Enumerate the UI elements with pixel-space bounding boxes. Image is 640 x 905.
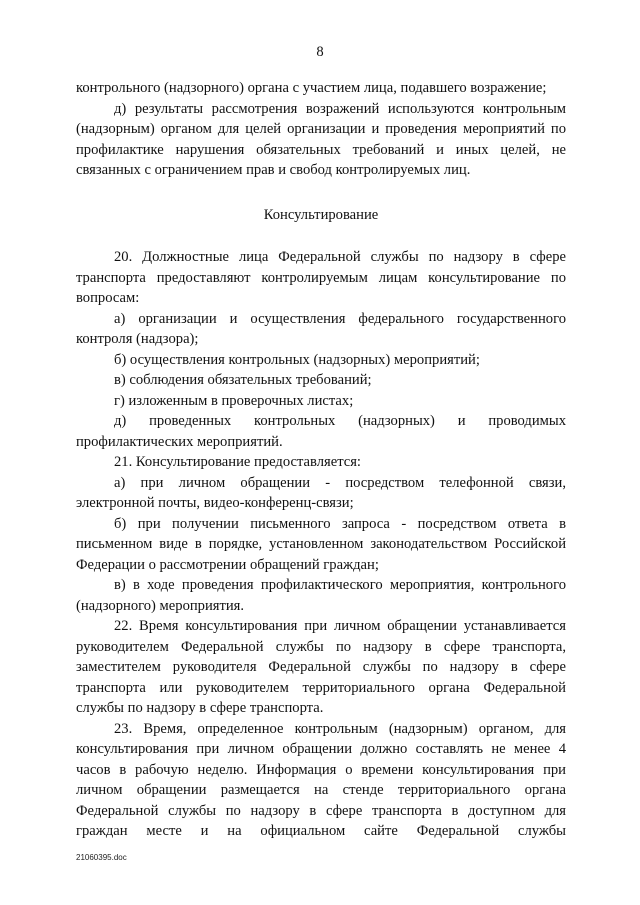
paragraph-item-d: д) результаты рассмотрения возражений используются контрольным (надзорным) органом для целей организации и проведения мероприятий по профилактике нарушения обязательных требований и иных целей, не связанных с ограничением прав и свобод контролируемых лиц. xyxy=(76,100,566,178)
paragraph-20-b: б) осуществления контрольных (надзорных) мероприятий; xyxy=(114,351,480,368)
paragraph-20: 20. Должностные лица Федеральной службы по надзору в сфере транспорта предоставляют контролируемым лицам консультирование по вопросам: xyxy=(76,249,566,306)
section-heading: Консультирование xyxy=(263,206,379,223)
paragraph-23: 23. Время, определенное контрольным (надзорным) органом, для консультирования при личном обращении должно составлять не менее 4 часов в рабочую неделю. Информация о времени консультирования при личном обращении размещается на стенде территориального органа Федеральной службы по надзору в сфере транспорта в доступном для граждан месте и на официальном сайте Федеральной службы xyxy=(76,720,566,839)
paragraph-21: 21. Консультирование предоставляется: xyxy=(114,454,361,470)
paragraph-21-b: б) при получении письменного запроса - посредством ответа в письменном виде в порядке, установленном законодательством Российской Федерации о рассмотрении обращений граждан; xyxy=(76,515,566,573)
paragraph-continuation: контрольного (надзорного) органа с участием лица, подавшего возражение; xyxy=(76,80,547,96)
paragraph-20-g: г) изложенным в проверочных листах; xyxy=(114,392,354,409)
paragraph-22: 22. Время консультирования при личном обращении устанавливается руководителем Федеральной службы по надзору в сфере транспорта, заместителем руководителя Федеральной службы по надзору в сфере транспорта или руководителем территориального органа Федеральной службы по надзору в сфере транспорта. xyxy=(76,618,566,716)
page-number: 8 xyxy=(316,44,324,60)
paragraph-21-v: в) в ходе проведения профилактического мероприятия, контрольного (надзорного) мероприятия. xyxy=(76,577,566,614)
paragraph-20-a: а) организации и осуществления федерального государственного контроля (надзора); xyxy=(76,310,566,347)
document-body xyxy=(76,78,566,842)
paragraph-20-v: в) соблюдения обязательных требований; xyxy=(114,372,372,388)
footer-filename: 21060395.doc xyxy=(76,853,127,862)
paragraph-21-a: а) при личном обращении - посредством телефонной связи, электронной почты, видео-конференц-связи; xyxy=(76,474,566,511)
paragraph-20-d: д) проведенных контрольных (надзорных) и проводимых профилактических мероприятий. xyxy=(76,413,566,450)
